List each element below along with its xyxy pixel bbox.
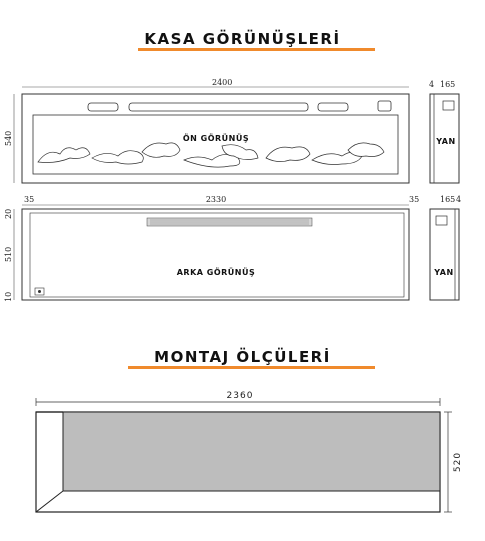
rear-bottom-offset: 10 xyxy=(4,291,13,302)
mount-back-panel xyxy=(63,412,440,491)
rear-margin-left: 35 xyxy=(24,195,35,204)
front-vent-center xyxy=(129,103,308,111)
mounting-view xyxy=(36,391,463,512)
rear-inner-width: 2330 xyxy=(205,195,227,204)
front-side-panel xyxy=(443,101,454,110)
case-views-heading: KASA GÖRÜNÜŞLERİ xyxy=(144,30,341,48)
rear-view xyxy=(4,195,461,302)
mounting-heading: MONTAJ ÖLÇÜLERİ xyxy=(154,348,331,366)
mount-height-text: 520 xyxy=(453,451,463,473)
front-width-text: 2400 xyxy=(212,78,233,87)
rear-top-offset: 20 xyxy=(4,208,13,219)
front-side-label: YAN xyxy=(436,137,456,146)
front-side-dim-b: 165 xyxy=(440,80,456,89)
front-side-dim-a: 4 xyxy=(429,80,435,89)
mount-width-text: 2360 xyxy=(226,391,254,401)
front-view xyxy=(4,78,459,183)
front-vent-left xyxy=(88,103,118,111)
rear-side-panel xyxy=(436,216,447,225)
rear-side-dim-b: 4 xyxy=(456,195,462,204)
front-control-panel xyxy=(378,101,391,111)
front-vent-right xyxy=(318,103,348,111)
rear-inner-height: 510 xyxy=(4,246,13,262)
front-view-label: ÖN GÖRÜNÜŞ xyxy=(182,134,250,143)
front-height-text: 540 xyxy=(4,130,13,146)
rear-side-dim-a: 165 xyxy=(440,195,456,204)
rear-view-label: ARKA GÖRÜNÜŞ xyxy=(176,268,256,277)
rear-side-label: YAN xyxy=(434,268,454,277)
rear-margin-right: 35 xyxy=(409,195,420,204)
rear-socket-dot xyxy=(38,290,41,293)
